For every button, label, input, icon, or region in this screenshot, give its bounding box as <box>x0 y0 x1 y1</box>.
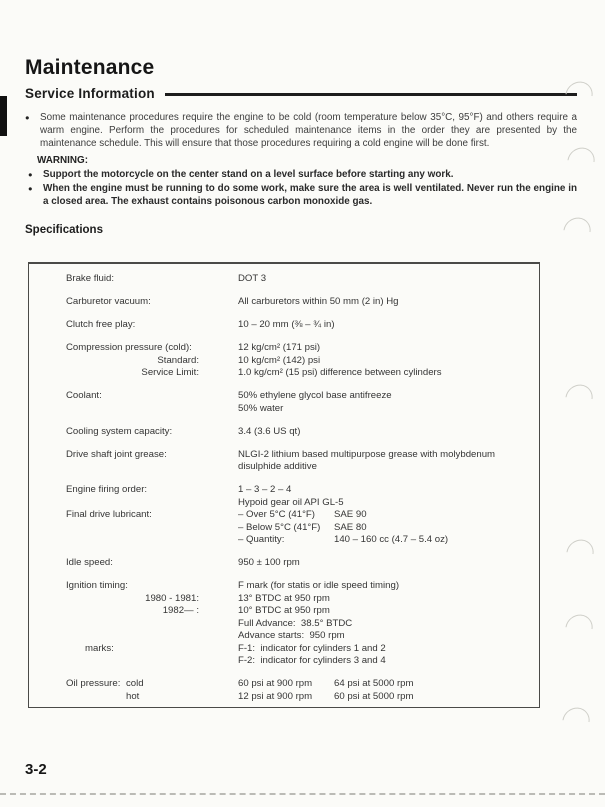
spec-value: 950 ± 100 rpm <box>238 557 300 568</box>
spec-row <box>29 643 539 656</box>
spec-row <box>29 449 539 462</box>
bullet-icon: ● <box>28 170 33 179</box>
spec-value: 1 – 3 – 2 – 4 <box>238 484 292 495</box>
spec-row <box>29 296 539 309</box>
spec-label: Compression pressure (cold): <box>66 342 192 353</box>
spec-value: – Quantity: <box>238 534 285 545</box>
spec-row <box>29 390 539 403</box>
spec-table <box>28 262 540 708</box>
spec-label: Drive shaft joint grease: <box>66 448 167 460</box>
spec-row <box>29 273 539 286</box>
list-item <box>28 182 577 208</box>
spec-row <box>29 509 539 522</box>
spec-value: 10 kg/cm² (142) psi <box>238 354 321 366</box>
section-tab-marker <box>0 96 7 136</box>
spec-row <box>29 522 539 535</box>
spec-row <box>29 655 539 668</box>
warning-notes <box>28 168 577 210</box>
service-information-header <box>25 86 577 101</box>
binding-hole-arc <box>561 534 599 572</box>
spec-row <box>29 691 539 704</box>
spec-value: 1.0 kg/cm² (15 psi) difference between cylinders <box>238 367 442 378</box>
list-item <box>25 111 577 151</box>
list-item <box>28 168 577 181</box>
page-title: Maintenance <box>25 56 155 79</box>
spec-value: 50% water <box>238 402 284 414</box>
spec-row <box>29 605 539 618</box>
bullet-icon: ● <box>25 113 30 122</box>
specifications-heading: Specifications <box>25 224 103 236</box>
spec-value: F-1: indicator for cylinders 1 and 2 <box>238 642 386 654</box>
spec-value: DOT 3 <box>238 273 267 284</box>
spec-row <box>29 403 539 416</box>
spec-row <box>29 557 539 570</box>
spec-value: All carburetors within 50 mm (2 in) Hg <box>238 296 399 307</box>
spec-value-secondary: 60 psi at 5000 rpm <box>334 690 414 702</box>
spec-value-secondary: 140 – 160 cc (4.7 – 5.4 oz) <box>334 534 449 545</box>
spec-value: NLGI-2 lithium based multipurpose grease with molybdenum <box>238 448 496 460</box>
page-number: 3-2 <box>25 761 47 778</box>
spec-label: Carburetor vacuum: <box>66 296 151 307</box>
spec-value: Advance starts: 950 rpm <box>238 630 345 641</box>
spec-row <box>29 630 539 643</box>
spec-value: F mark (for statis or idle speed timing) <box>238 580 400 591</box>
spec-row <box>29 484 539 497</box>
spec-value-secondary: 64 psi at 5000 rpm <box>334 678 414 689</box>
page-bottom-edge <box>0 793 605 795</box>
spec-row <box>29 593 539 606</box>
spec-row <box>29 678 539 691</box>
spec-row <box>29 534 539 547</box>
spec-value-secondary: SAE 90 <box>334 509 367 520</box>
spec-value: 10° BTDC at 950 rpm <box>238 605 330 616</box>
spec-label: Oil pressure: <box>66 678 121 689</box>
spec-label: Cooling system capacity: <box>66 425 173 437</box>
spec-row <box>29 367 539 380</box>
spec-value: 50% ethylene glycol base antifreeze <box>238 390 392 401</box>
spec-row <box>29 497 539 510</box>
spec-label: Final drive lubricant: <box>66 509 152 520</box>
warning-note-text: Support the motorcycle on the center stand on a level surface before starting any work. <box>43 169 454 180</box>
spec-row <box>29 355 539 368</box>
binding-hole-arc <box>560 76 598 114</box>
spec-value: 10 – 20 mm (⅜ – ¾ in) <box>238 319 335 330</box>
spec-label: Idle speed: <box>66 557 113 568</box>
warning-note-text: When the engine must be running to do some work, make sure the area is well ventilated. Never run the engine in a closed area. The exhaust contains poisonous carbon monoxide gas. <box>43 183 577 208</box>
spec-label: Engine firing order: <box>66 484 148 495</box>
spec-label: Coolant: <box>66 390 102 401</box>
spec-label: 1980 - 1981: <box>145 592 199 604</box>
spec-label: marks: <box>85 642 114 654</box>
section-subtitle: Service Information <box>25 86 155 101</box>
spec-row <box>29 319 539 332</box>
spec-sublabel: hot <box>126 690 140 702</box>
binding-hole-arc <box>558 212 596 250</box>
spec-value: F-2: indicator for cylinders 3 and 4 <box>238 655 386 666</box>
header-rule <box>165 93 577 96</box>
spec-label: Ignition timing: <box>66 580 128 591</box>
spec-value-secondary: SAE 80 <box>334 521 367 533</box>
spec-label: Brake fluid: <box>66 273 114 284</box>
spec-row <box>29 426 539 439</box>
spec-value: – Below 5°C (41°F) <box>238 521 321 533</box>
spec-label: 1982— : <box>162 605 199 616</box>
spec-value: Full Advance: 38.5° BTDC <box>238 617 353 629</box>
spec-value: Hypoid gear oil API GL-5 <box>238 496 344 508</box>
spec-value: 12 psi at 900 rpm <box>238 690 313 702</box>
binding-hole-arc <box>560 379 598 417</box>
spec-value: 60 psi at 900 rpm <box>238 678 313 689</box>
spec-value: 12 kg/cm² (171 psi) <box>238 342 321 353</box>
bullet-icon: ● <box>28 184 33 194</box>
spec-label: Standard: <box>157 354 199 366</box>
binding-hole-arc <box>557 702 595 740</box>
spec-value: 13° BTDC at 950 rpm <box>238 592 330 604</box>
intro-note-text: Some maintenance procedures require the engine to be cold (room temperature below 35°C, 95°F) and others require a warm engine. Perform the procedures for scheduled maintenance items in the order they are presented by the maintenance schedule. This will ensure that those procedures requiring a cold engine will be done first. <box>40 112 577 150</box>
spec-row <box>29 461 539 474</box>
spec-row <box>29 618 539 631</box>
spec-value: 3.4 (3.6 US qt) <box>238 425 301 437</box>
spec-row <box>29 342 539 355</box>
spec-sublabel: cold <box>126 678 144 689</box>
intro-notes <box>25 111 577 152</box>
spec-value: – Over 5°C (41°F) <box>238 509 315 520</box>
spec-label: Clutch free play: <box>66 319 136 330</box>
spec-label: Service Limit: <box>141 367 199 378</box>
spec-row <box>29 580 539 593</box>
warning-heading: WARNING: <box>37 155 89 166</box>
spec-value: disulphide additive <box>238 461 317 472</box>
binding-hole-arc <box>560 609 598 647</box>
